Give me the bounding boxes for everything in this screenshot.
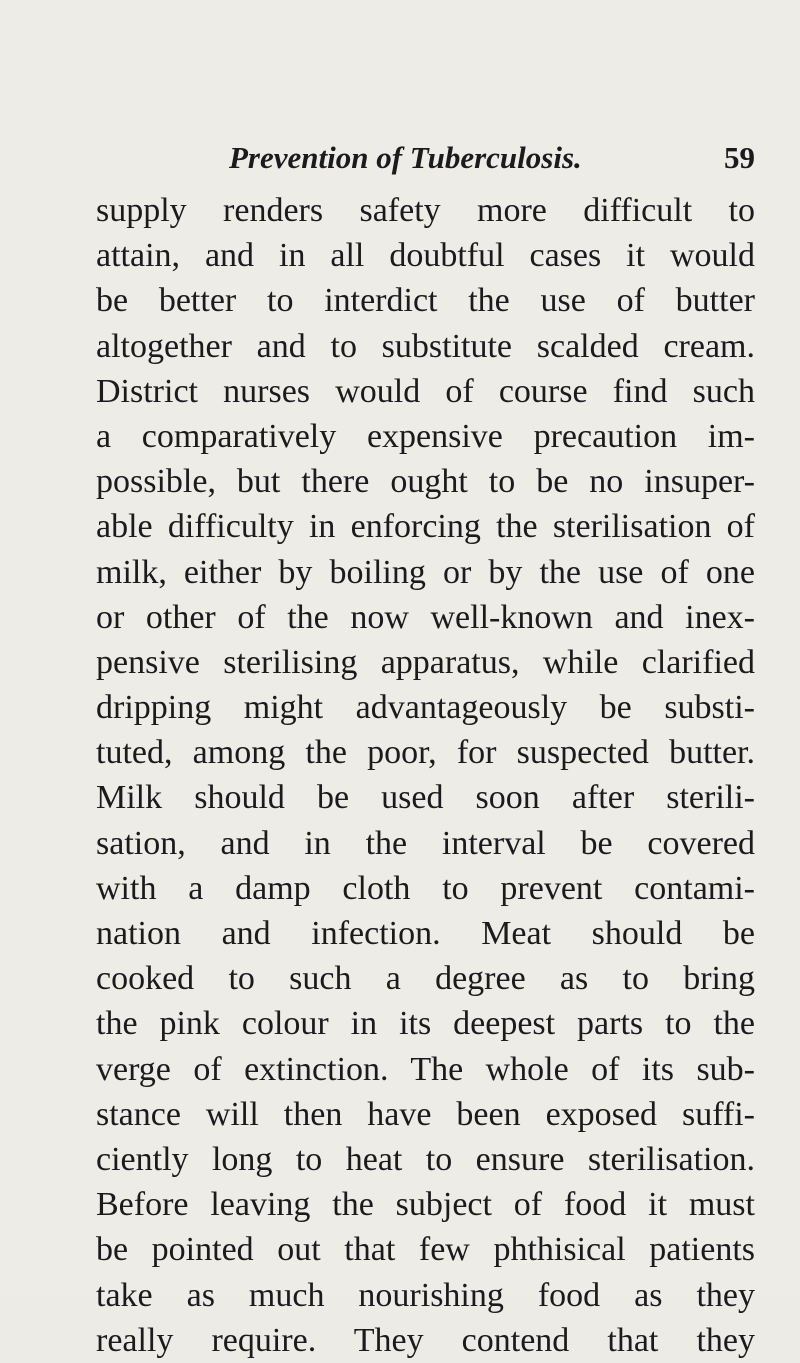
text-line: Before leaving the subject of food it must [96,1186,755,1224]
text-line: milk, either by boiling or by the use of one [96,553,755,591]
text-line: sation, and in the interval be covered [96,824,755,862]
text-line: a comparatively expensive precaution im- [96,417,755,455]
text-line: supply renders safety more difficult to [96,192,755,229]
running-head: Prevention of Tuberculosis. [229,140,582,175]
text-line: tuted, among the poor, for suspected butter. [96,734,755,772]
text-line: or other of the now well-known and inex- [96,598,755,636]
text-line: stance will then have been exposed suffi- [96,1095,755,1133]
text-line: attain, and in all doubtful cases it would [96,237,755,275]
text-line: Milk should be used soon after sterili- [96,779,755,817]
text-line: cooked to such a degree as to bring [96,960,755,998]
text-line: really require. They contend that they [96,1321,755,1359]
text-line: able difficulty in enforcing the sterilisation of [96,508,755,546]
text-line: verge of extinction. The whole of its sub- [96,1050,755,1088]
body-text [96,188,755,1363]
page-header [229,138,755,178]
text-line: dripping might advantageously be substi- [96,689,755,727]
text-line: District nurses would of course find such [96,372,755,410]
text-line: be better to interdict the use of butter [96,282,755,320]
text-line: altogether and to substitute scalded cream. [96,327,755,365]
text-line: with a damp cloth to prevent contami- [96,869,755,907]
text-line: nation and infection. Meat should be [96,915,755,952]
page-number: 59 [724,140,755,175]
text-line: be pointed out that few phthisical patients [96,1231,755,1269]
text-line: ciently long to heat to ensure sterilisation. [96,1140,755,1178]
text-line: pensive sterilising apparatus, while clarified [96,643,755,681]
text-line: take as much nourishing food as they [96,1276,755,1314]
text-line: possible, but there ought to be no insuper- [96,463,755,501]
text-line: the pink colour in its deepest parts to the [96,1005,755,1043]
